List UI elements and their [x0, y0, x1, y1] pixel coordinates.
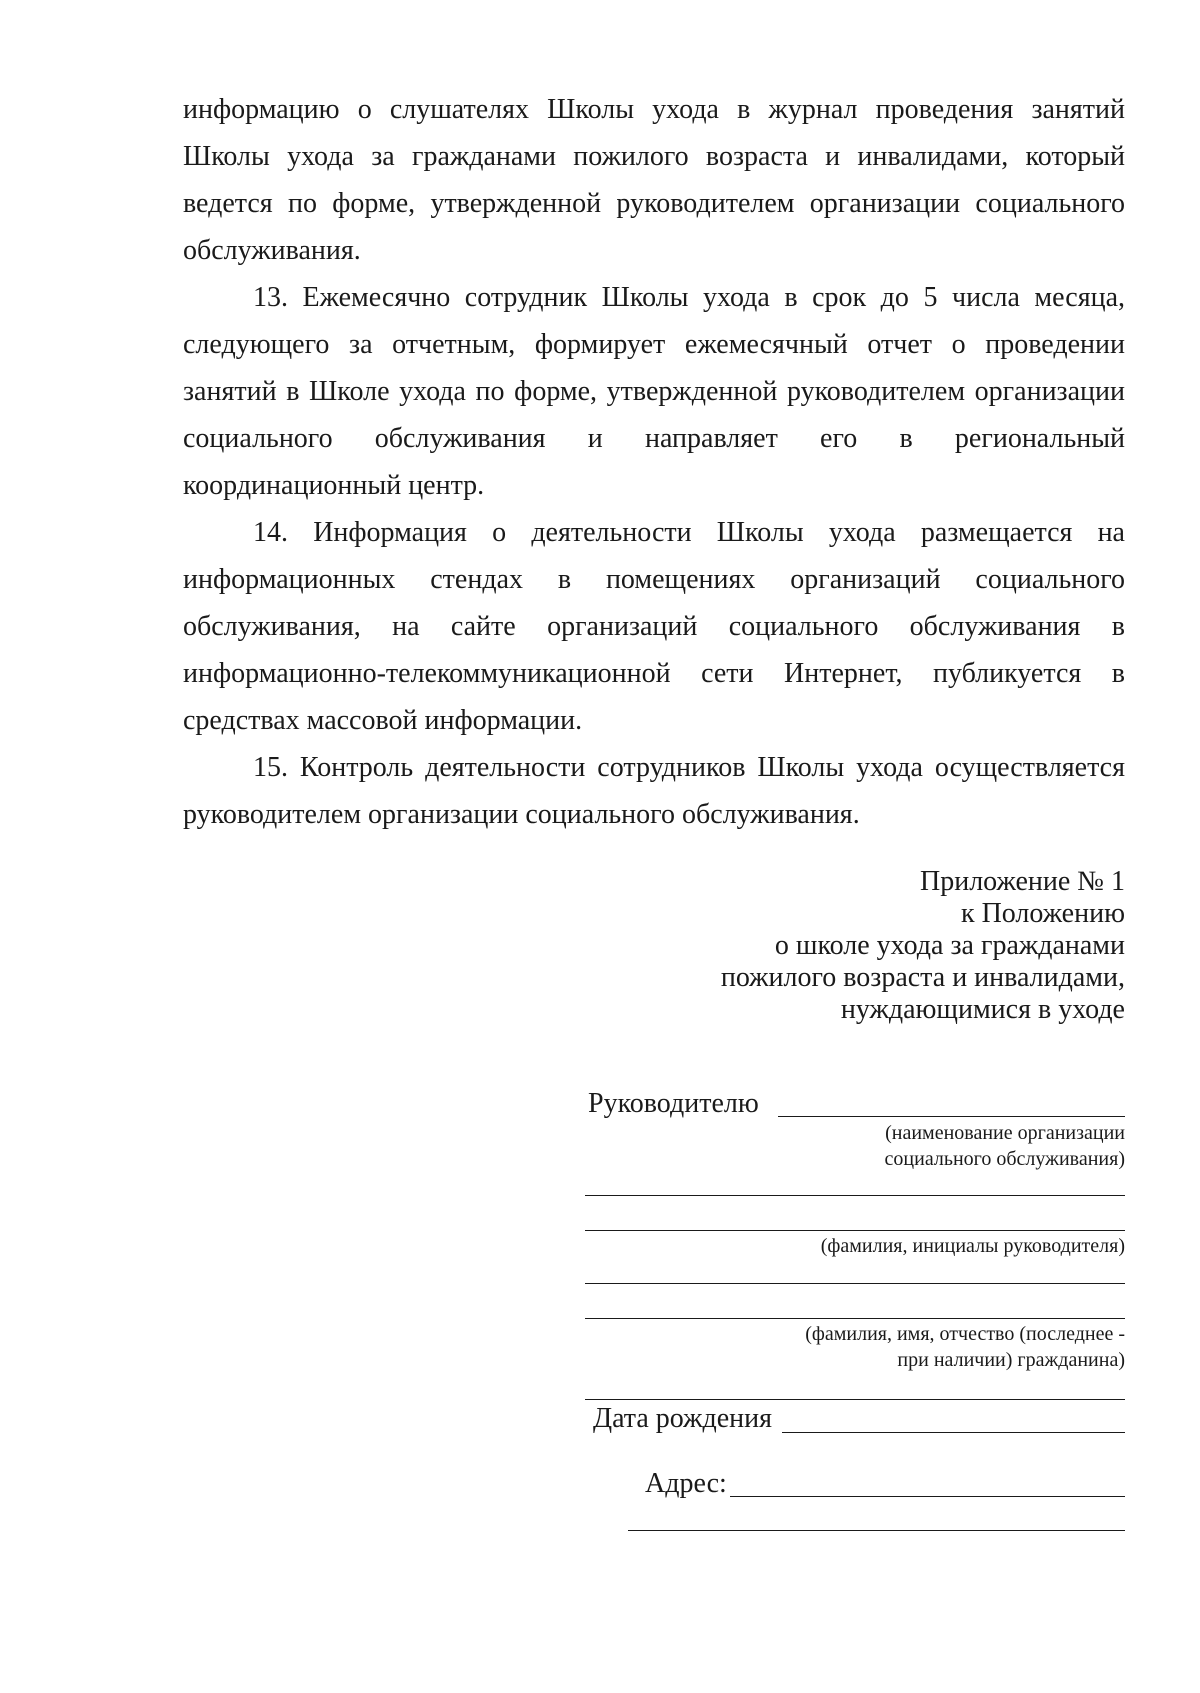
paragraph-13: 13. Ежемесячно сотрудник Школы ухода в срок до 5 числа месяца, следующего за отчетным, формирует ежемесячный отчет о проведении занятий в Школе ухода по форме, утвержденной руководителем организации социального обслуживания и направляет его в региональный координационный центр. — [183, 282, 1125, 501]
head-caption: (фамилия, инициалы руководителя) — [820, 1235, 1125, 1257]
appendix-reference: к Положению — [960, 898, 1125, 929]
citizen-name-line-1[interactable] — [585, 1283, 1125, 1284]
organization-name-line[interactable] — [778, 1116, 1125, 1117]
address-line-1[interactable] — [730, 1496, 1125, 1497]
address-line-2[interactable] — [628, 1530, 1125, 1531]
head-name-line-1[interactable] — [585, 1195, 1125, 1196]
to-head-label: Руководителю — [588, 1088, 759, 1119]
appendix-reference-title-3: нуждающимися в уходе — [840, 994, 1125, 1025]
appendix-header — [721, 866, 1125, 1026]
citizen-caption — [805, 1321, 1125, 1373]
paragraph-15: 15. Контроль деятельности сотрудников Школы ухода осуществляется руководителем организации социального обслуживания. — [183, 752, 1125, 830]
address-label: Адрес: — [645, 1468, 727, 1499]
citizen-name-line-3[interactable] — [585, 1399, 1125, 1400]
paragraph-14: 14. Информация о деятельности Школы ухода размещается на информационных стендах в помещениях организаций социального обслуживания, на сайте организаций социального обслуживания в информационно-телекоммуникационной сети Интернет, публикуется в средствах массовой информации. — [183, 517, 1125, 736]
paragraph-continuation: информацию о слушателях Школы ухода в журнал проведения занятий Школы ухода за гражданами пожилого возраста и инвалидами, который ведется по форме, утвержденной руководителем организации социального обслуживания. — [183, 94, 1125, 266]
head-name-line-2[interactable] — [585, 1230, 1125, 1231]
organization-caption — [885, 1120, 1125, 1172]
organization-caption-line-2: социального обслуживания) — [884, 1148, 1125, 1170]
citizen-caption-line-1: (фамилия, имя, отчество (последнее - — [805, 1323, 1125, 1345]
appendix-number: Приложение № 1 — [920, 866, 1125, 897]
appendix-reference-title-2: пожилого возраста и инвалидами, — [720, 962, 1125, 993]
citizen-name-line-2[interactable] — [585, 1318, 1125, 1319]
birth-date-label: Дата рождения — [593, 1403, 772, 1434]
organization-caption-line-1: (наименование организации — [885, 1122, 1125, 1144]
citizen-caption-line-2: при наличии) гражданина) — [897, 1349, 1125, 1371]
body-text — [183, 86, 1125, 838]
appendix-reference-title-1: о школе ухода за гражданами — [774, 930, 1125, 961]
birth-date-line[interactable] — [782, 1432, 1125, 1433]
